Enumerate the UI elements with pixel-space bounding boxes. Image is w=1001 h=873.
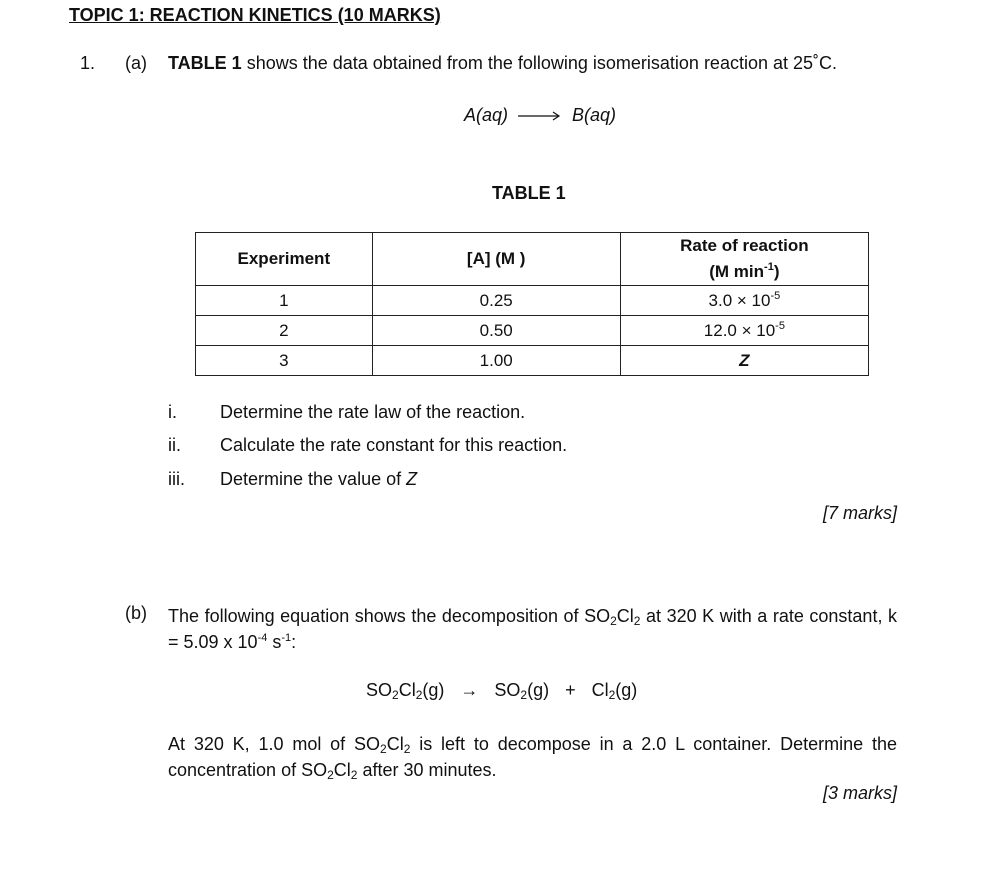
cell-experiment: 1	[196, 286, 373, 316]
eq-product-2: $Cl_2(g)$	[591, 680, 638, 702]
long-arrow-icon	[518, 110, 562, 122]
product: B(aq)	[572, 105, 617, 125]
data-table	[195, 232, 869, 376]
table-row	[196, 286, 869, 316]
part-b-intro: The following equation shows the decomposition of $SO_2Cl_2$ at 320 K with a rate constant, k = 5.09 x $10^{-4}$ $s^{-1}$:	[168, 606, 897, 652]
sub-question-numeral: ii.	[168, 435, 181, 455]
cell-rate: $12.0 \times 10^{-5}$	[620, 316, 868, 346]
arrow-icon: →	[460, 680, 479, 700]
cell-concentration: 0.50	[372, 316, 620, 346]
cell-experiment: 3	[196, 346, 373, 376]
header-rate	[620, 233, 868, 286]
sub-question-numeral: i.	[168, 402, 177, 422]
header-concentration: [A] (M )	[372, 233, 620, 286]
cell-experiment: 2	[196, 316, 373, 346]
cell-rate-unknown: Z	[620, 346, 868, 376]
topic-title: TOPIC 1: REACTION KINETICS (10 MARKS)	[69, 5, 441, 25]
eq-reactant: $SO_2Cl_2(g)$	[366, 680, 445, 702]
table-reference: TABLE 1	[168, 53, 242, 73]
reactant: A(aq)	[464, 105, 509, 125]
part-b-label: (b)	[125, 603, 147, 623]
sub-question-numeral: iii.	[168, 469, 185, 489]
header-experiment: Experiment	[196, 233, 373, 286]
table-header-row	[196, 233, 869, 286]
cell-rate: $3.0 \times 10^{-5}$	[620, 286, 868, 316]
sub-question-text: Calculate the rate constant for this reaction.	[220, 435, 568, 455]
cell-concentration: 1.00	[372, 346, 620, 376]
sub-question-text: Determine the value of Z	[220, 469, 418, 489]
cell-concentration: 0.25	[372, 286, 620, 316]
table-row	[196, 316, 869, 346]
part-a-label: (a)	[125, 53, 147, 73]
sub-question-text: Determine the rate law of the reaction.	[220, 402, 526, 422]
eq-product-1: $SO_2(g)$	[494, 680, 550, 702]
part-a-intro	[168, 53, 837, 74]
marks-part-b: [3 marks]	[822, 783, 897, 803]
table-row	[196, 346, 869, 376]
part-b-question: At 320 K, 1.0 mol of $SO_2Cl_2$ is left to decompose in a 2.0 L container. Determine the concentration of $SO_2Cl_2$ after 30 minutes.	[168, 734, 897, 782]
isomerisation-equation	[464, 105, 616, 126]
question-number: 1.	[80, 53, 96, 73]
part-a-intro-text: shows the data obtained from the following isomerisation reaction at 25˚C.	[246, 53, 838, 73]
header-rate-title: Rate of reaction	[680, 236, 809, 255]
decomposition-equation	[366, 680, 637, 701]
marks-part-a: [7 marks]	[822, 503, 897, 523]
header-rate-units: (M $\min^{-1}$)	[709, 261, 780, 281]
table-caption: TABLE 1	[492, 183, 566, 203]
eq-plus: +	[565, 680, 576, 700]
